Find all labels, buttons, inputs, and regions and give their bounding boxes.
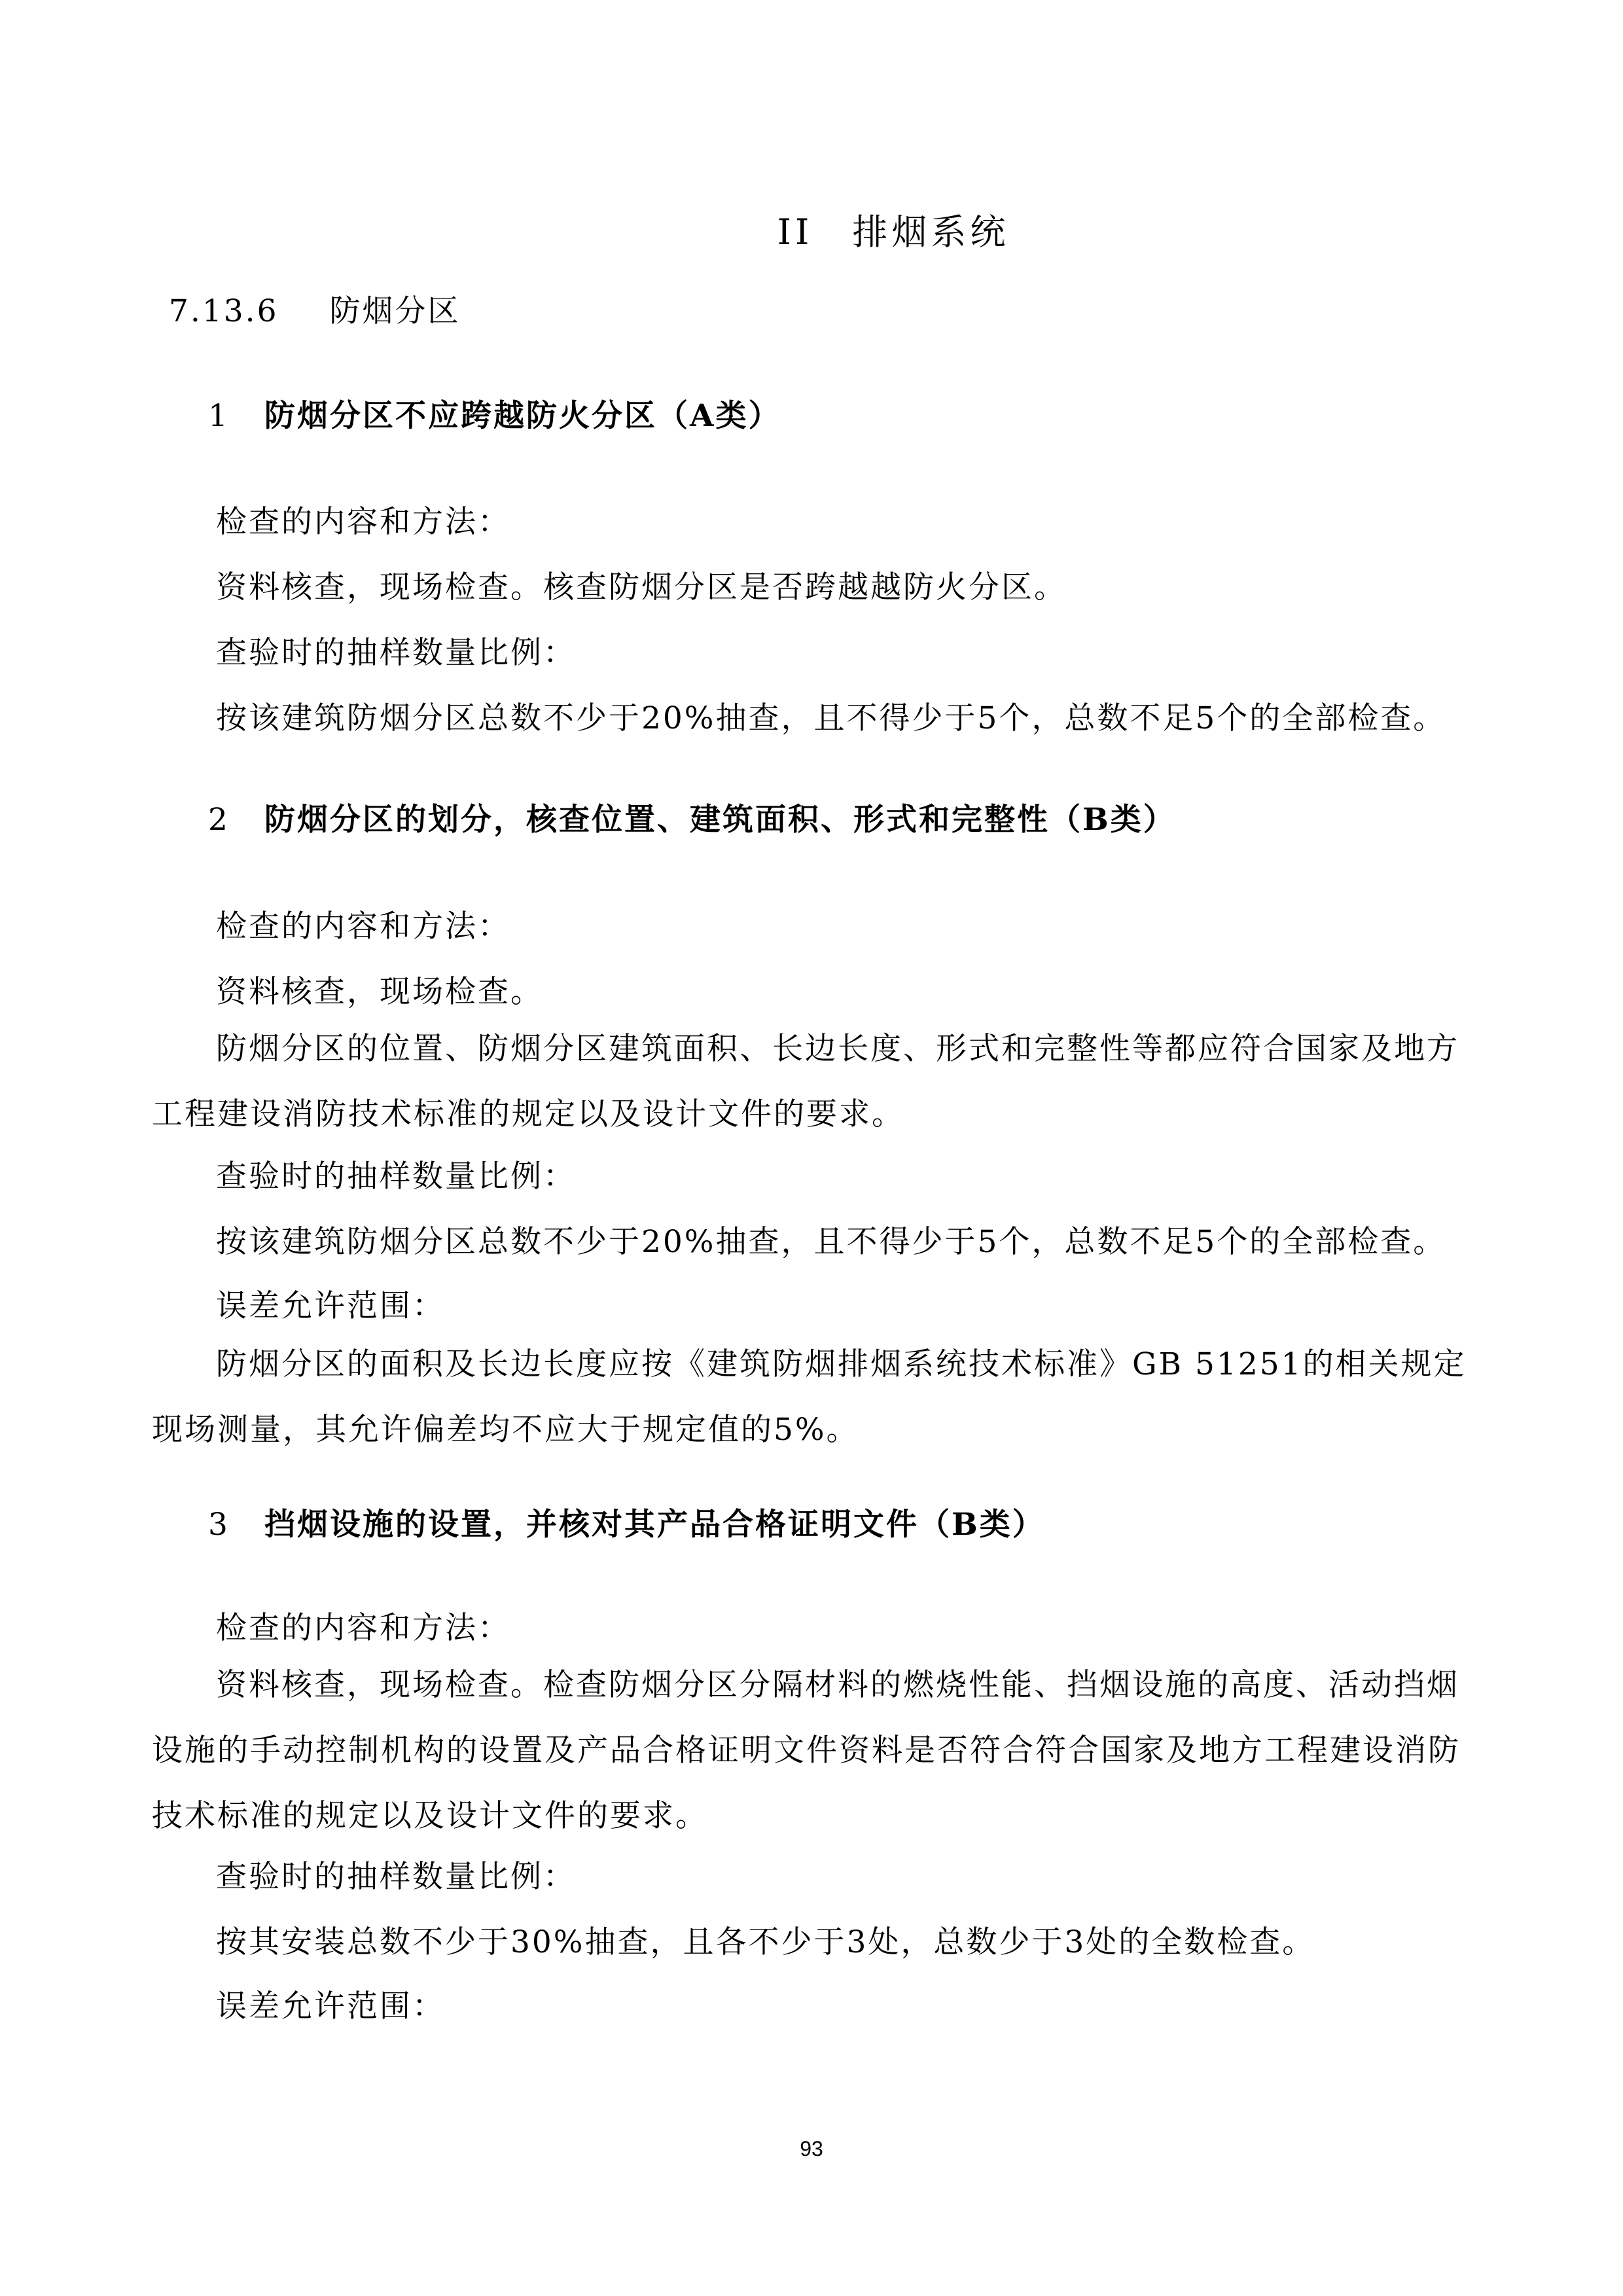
paragraph: 误差允许范围： [216, 1988, 445, 2024]
page-number: 93 [800, 2137, 823, 2161]
paragraph: 资料核查，现场检查。核查防烟分区是否跨越越防火分区。 [216, 569, 1067, 605]
paragraph: 防烟分区的面积及长边长度应按《建筑防烟排烟系统技术标准》GB 51251的相关规定现场测量，其允许偏差均不应大于规定值的5%。 [152, 1346, 1467, 1448]
item-title: 防烟分区的划分，核查位置、建筑面积、形式和完整性（B类） [264, 802, 1176, 838]
item-number: 3 [208, 1507, 230, 1543]
item-heading [208, 391, 781, 435]
item-title: 挡烟设施的设置，并核对其产品合格证明文件（B类） [264, 1507, 1045, 1543]
paragraph: 误差允许范围： [216, 1288, 445, 1324]
paragraph: 检查的内容和方法： [216, 1610, 510, 1646]
item-heading [208, 795, 1176, 839]
item-title: 防烟分区不应跨越防火分区（A类） [264, 398, 781, 434]
paragraph: 按其安装总数不少于30%抽查，且各不少于3处，总数少于3处的全数检查。 [216, 1924, 1315, 1960]
section-number: 7.13.6 [169, 293, 279, 329]
paragraph: 按该建筑防烟分区总数不少于20%抽查，且不得少于5个，总数不足5个的全部检查。 [216, 1224, 1446, 1260]
paragraph: 检查的内容和方法： [216, 908, 510, 944]
paragraph: 查验时的抽样数量比例： [216, 635, 576, 671]
paragraph: 检查的内容和方法： [216, 504, 510, 540]
paragraph: 防烟分区的位置、防烟分区建筑面积、长边长度、形式和完整性等都应符合国家及地方工程建设消防技术标准的规定以及设计文件的要求。 [152, 1031, 1459, 1132]
item-number: 1 [208, 398, 230, 434]
item-heading [208, 1500, 1045, 1544]
paragraph: 查验时的抽样数量比例： [216, 1158, 576, 1194]
item-number: 2 [208, 802, 230, 838]
part-heading: II 排烟系统 [777, 211, 1010, 253]
paragraph: 资料核查，现场检查。检查防烟分区分隔材料的燃烧性能、挡烟设施的高度、活动挡烟设施的手动控制机构的设置及产品合格证明文件资料是否符合符合国家及地方工程建设消防技术标准的规定以及设计文件的要求。 [152, 1667, 1461, 1834]
section-title: 防烟分区 [329, 293, 461, 329]
paragraph: 查验时的抽样数量比例： [216, 1859, 576, 1895]
paragraph: 资料核查，现场检查。 [216, 974, 543, 1010]
paragraph: 按该建筑防烟分区总数不少于20%抽查，且不得少于5个，总数不足5个的全部检查。 [216, 700, 1446, 736]
section-heading [169, 287, 461, 331]
